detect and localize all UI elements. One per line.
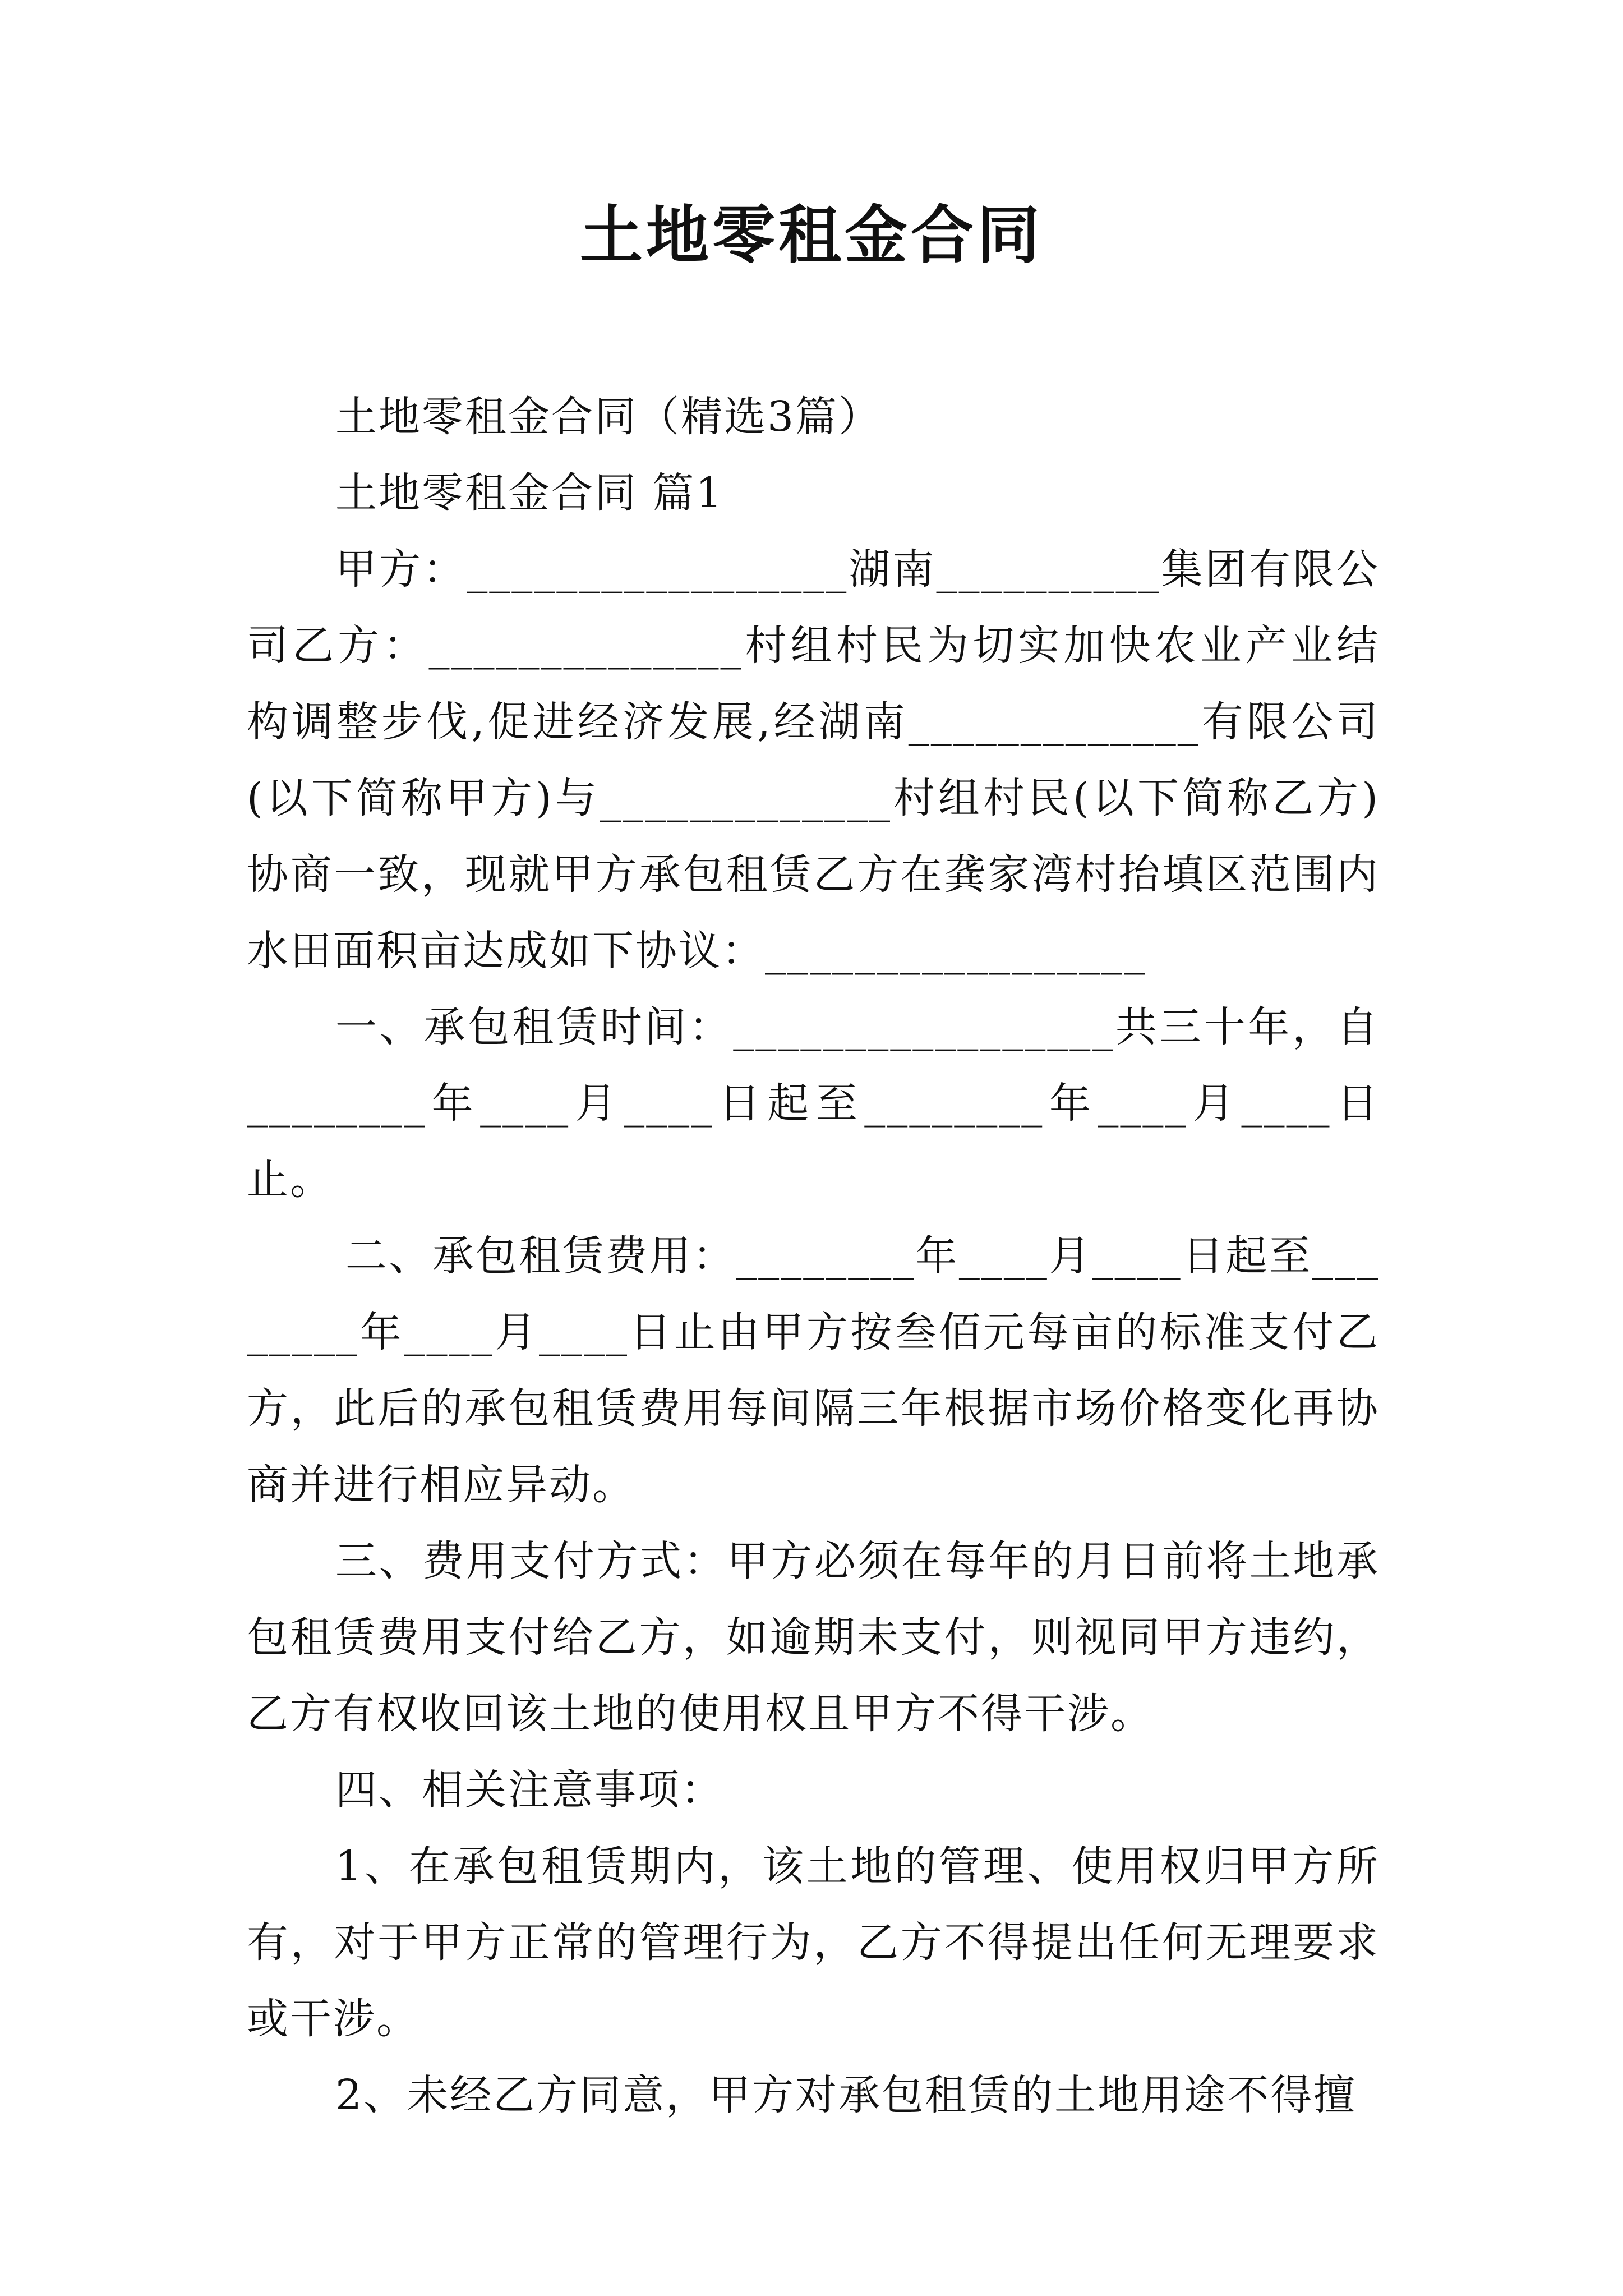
clause-fee: 二、承包租赁费用：________年____月____日起至________年____月____日止由甲方按叁佰元每亩的标准支付乙方，此后的承包租赁费用每间隔三年根据市场价格变化再协商并进行相应异动。 (247, 1232, 1380, 1509)
clause-term: 一、承包租赁时间：_________________共三十年，自________年____月____日起至________年____月____日止。 (247, 1003, 1380, 1204)
document-title: 土地零租金合同 (580, 199, 1043, 272)
note-item-2: 2、未经乙方同意，甲方对承包租赁的土地用途不得擅 (335, 2071, 1357, 2119)
parties-paragraph: 甲方：_________________湖南__________集团有限公司乙方：______________村组村民为切实加快农业产业结构调整步伐,促进经济发展,经湖南_____________有限公司(以下简称甲方)与_____________村组村民(以下简称乙方)协商一致，现就甲方承包租赁乙方在龚家湾村抬填区范围内水田面积亩达成如下协议：_________________ (247, 545, 1380, 975)
section-heading: 土地零租金合同 篇1 (335, 469, 724, 517)
document-body (247, 379, 1380, 2133)
clause-notes-heading: 四、相关注意事项： (335, 1766, 724, 1814)
clause-payment: 三、费用支付方式：甲方必须在每年的月日前将土地承包租赁费用支付给乙方，如逾期未支付，则视同甲方违约，乙方有权收回该土地的使用权且甲方不得干涉。 (247, 1537, 1380, 1738)
subtitle-paragraph: 土地零租金合同（精选3篇） (335, 393, 882, 441)
note-item-1: 1、在承包租赁期内，该土地的管理、使用权归甲方所有，对于甲方正常的管理行为，乙方不得提出任何无理要求或干涉。 (247, 1842, 1380, 2043)
